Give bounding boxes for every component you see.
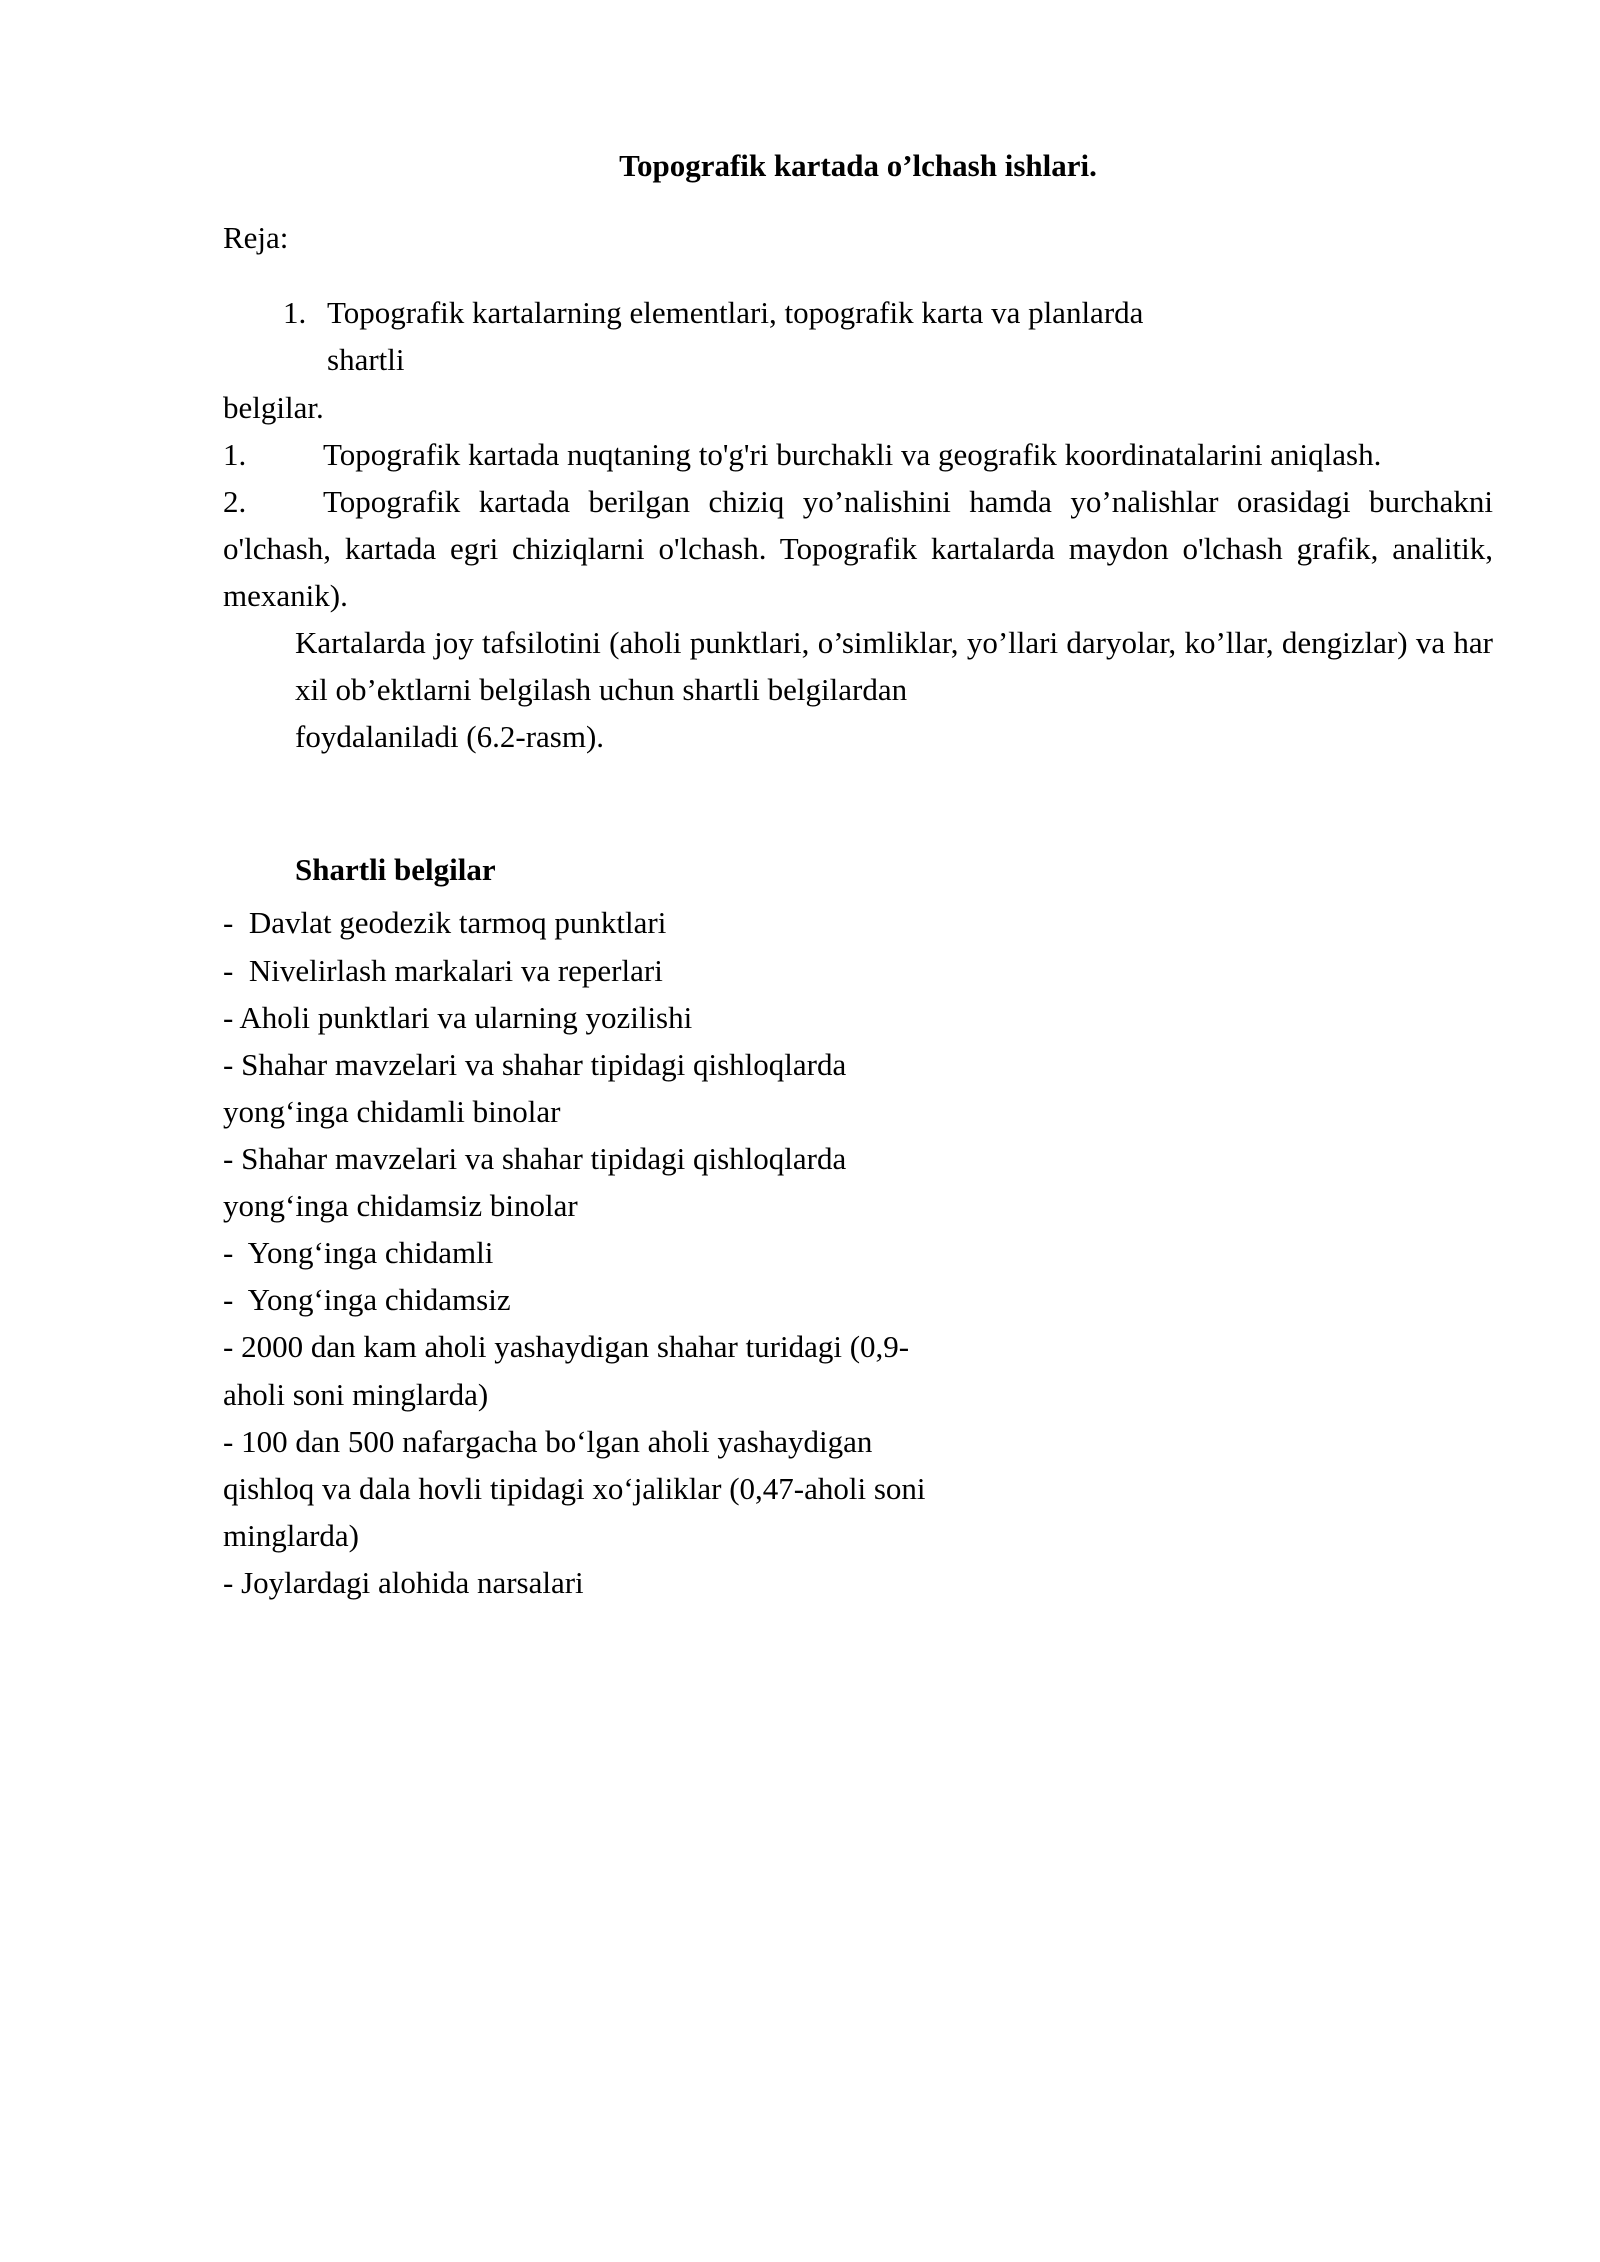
list-item: - 100 dan 500 nafargacha bo‘lgan aholi yashaydigan <box>223 1423 873 1459</box>
list-item: minglarda) <box>223 1517 360 1553</box>
numbered-paragraph-2 <box>223 478 1493 619</box>
section-spacer <box>223 760 1493 846</box>
list-item: - Nivelirlash markalari va reperlari <box>223 952 663 988</box>
list-item <box>223 289 1493 383</box>
list-item: - Aholi punktlari va ularning yozilishi <box>223 999 693 1035</box>
list-item: yong‘inga chidamli binolar <box>223 1093 561 1129</box>
plan-label: Reja: <box>223 219 289 255</box>
list-item: - 2000 dan kam aholi yashaydigan shahar turidagi (0,9- <box>223 1329 910 1365</box>
list-item: - Davlat geodezik tarmoq punktlari <box>223 905 667 941</box>
list-item: - Yong‘inga chidamli <box>223 1235 494 1271</box>
list-item: - Joylardagi alohida narsalari <box>223 1565 584 1601</box>
plan-list <box>223 289 1493 383</box>
list-item: yong‘inga chidamsiz binolar <box>223 1188 578 1224</box>
paragraph-text: Topografik kartada berilgan chiziq yo’nalishini hamda yo’nalishlar orasidagi burchakni o'lchash, kartada egri chiziqlarni o'lchash. Topografik kartalarda maydon o'lchash grafik, analitik, mexanik). <box>223 483 1493 613</box>
plan-item-text: Topografik kartalarning elementlari, topografik karta va planlarda <box>327 295 1144 331</box>
indented-paragraph-last-line: foydalaniladi (6.2-rasm). <box>295 719 605 755</box>
paragraph-number: 1. <box>223 436 247 472</box>
document-body <box>223 148 1493 1606</box>
symbols-section-heading: Shartli belgilar <box>295 852 496 888</box>
list-item: - Shahar mavzelari va shahar tipidagi qishloqlarda <box>223 1141 847 1177</box>
indented-paragraph <box>223 619 1493 760</box>
list-item: qishloq va dala hovli tipidagi xo‘jaliklar (0,47-aholi soni <box>223 1470 926 1506</box>
list-item: aholi soni minglarda) <box>223 1376 489 1412</box>
page-title: Topografik kartada o’lchash ishlari. <box>619 148 1097 183</box>
plan-continuation-line: belgilar. <box>223 389 324 425</box>
symbols-list <box>223 899 1493 1606</box>
numbered-paragraph-1 <box>223 431 1493 478</box>
plan-item-tail: shartli <box>327 342 405 378</box>
paragraph-number: 2. <box>223 483 247 519</box>
list-item: - Yong‘inga chidamsiz <box>223 1282 511 1318</box>
paragraph-text: Topografik kartada nuqtaning to'g'ri burchakli va geografik koordinatalarini aniqlash. <box>323 436 1382 472</box>
indented-paragraph-body: Kartalarda joy tafsilotini (aholi punktlari, o’simliklar, yo’llari daryolar, ko’llar, dengizlar) va har xil ob’ektlarni belgilash uchun shartli belgilardan <box>295 625 1493 708</box>
list-item: - Shahar mavzelari va shahar tipidagi qishloqlarda <box>223 1046 847 1082</box>
